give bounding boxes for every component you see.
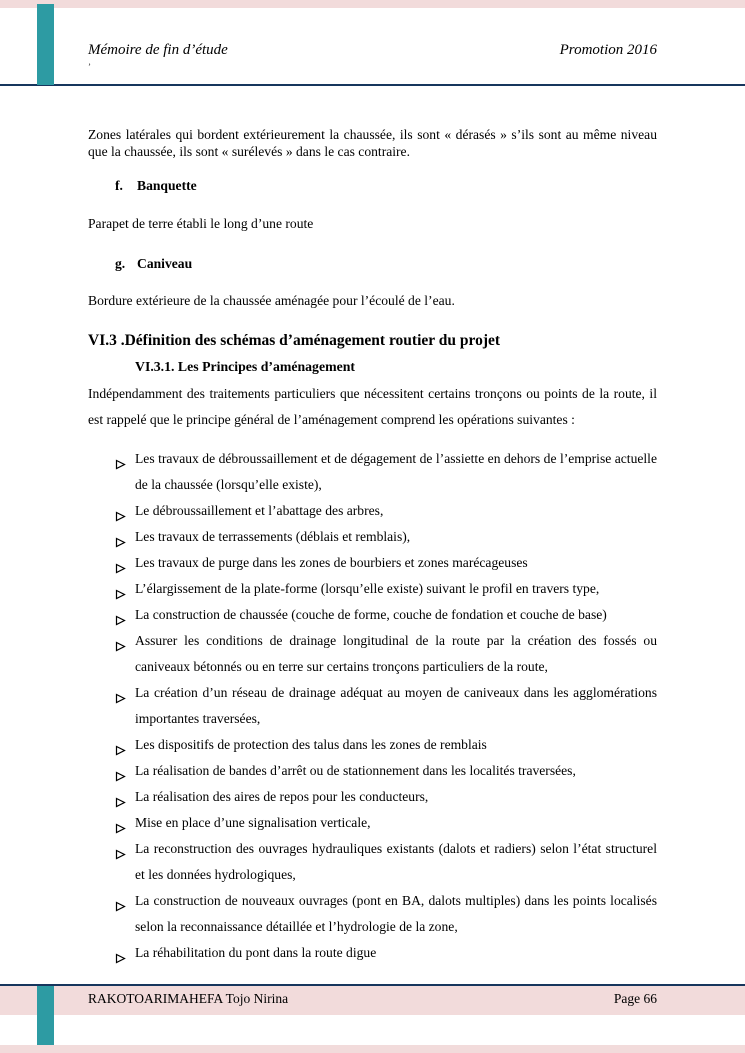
footer-page-number: Page 66 (613, 991, 657, 1006)
header-divider-line (0, 84, 745, 86)
list-item-text: La construction de nouveaux ouvrages (pont en BA, dalots multiples) dans les points localisés selon la reconnaissance détaillée et l’hydrologie de la zone, (135, 893, 657, 935)
page-header (88, 42, 657, 59)
definition-banquette: Parapet de terre établi le long d’une route (88, 215, 314, 231)
subitem-heading-banquette (88, 178, 657, 194)
arrowhead-right-icon (115, 453, 126, 464)
list-item-text: La réalisation de bandes d’arrêt ou de stationnement dans les localités traversées, (135, 763, 576, 779)
arrowhead-right-icon (115, 609, 126, 620)
arrowhead-right-icon (115, 765, 126, 776)
list-item-text: Le débroussaillement et l’abattage des arbres, (135, 503, 384, 519)
subsection-title: VI.3.1. Les Principes d’aménagement (135, 358, 355, 374)
principles-bullet-list (88, 446, 657, 966)
page-footer (88, 991, 657, 1007)
list-item (88, 758, 657, 784)
bottom-pink-strip (0, 1045, 745, 1053)
arrowhead-right-icon (115, 687, 126, 698)
list-item (88, 810, 657, 836)
list-item (88, 888, 657, 940)
list-item (88, 498, 657, 524)
subitem-title-banquette: Banquette (137, 177, 197, 193)
bottom-left-teal-bar (37, 986, 54, 1045)
subitem-label-f: f. (115, 177, 123, 193)
list-item (88, 446, 657, 498)
section-title: VI.3 .Définition des schémas d’aménagement routier du projet (88, 331, 501, 349)
list-item-text: La construction de chaussée (couche de forme, couche de fondation et couche de base) (135, 607, 607, 623)
list-item-text: La reconstruction des ouvrages hydrauliques existants (dalots et radiers) selon l’état structurel et les données hydrologiques, (135, 841, 657, 883)
footer-author: RAKOTOARIMAHEFA Tojo Nirina (88, 991, 289, 1006)
list-item-text: Les travaux de débroussaillement et de dégagement de l’assiette en dehors de l’emprise actuelle de la chaussée (lorsqu’elle existe), (135, 451, 657, 493)
definition-caniveau: Bordure extérieure de la chaussée aménagée pour l’écoulé de l’eau. (88, 292, 455, 308)
list-item-text: La réalisation des aires de repos pour les conducteurs, (135, 789, 429, 805)
list-item (88, 940, 657, 966)
subitem-heading-caniveau (88, 256, 657, 272)
arrowhead-right-icon (115, 557, 126, 568)
top-pink-strip (0, 0, 745, 8)
list-item-text: La réhabilitation du pont dans la route digue (135, 945, 377, 961)
list-item (88, 784, 657, 810)
arrowhead-right-icon (115, 583, 126, 594)
subitem-title-caniveau: Caniveau (137, 255, 193, 271)
list-item-text: L’élargissement de la plate-forme (lorsqu’elle existe) suivant le profil en travers type, (135, 581, 600, 597)
list-item-text: La création d’un réseau de drainage adéquat au moyen de caniveaux dans les agglomérations importantes traversées, (135, 685, 657, 727)
paragraph-zones-laterales: Zones latérales qui bordent extérieurement la chaussée, ils sont « dérasés » s’ils sont au même niveau que la chaussée, ils sont « surélevés » dans le cas contraire. (88, 126, 657, 160)
header-title: Mémoire de fin d’étude (88, 42, 228, 58)
list-item (88, 836, 657, 888)
list-item (88, 550, 657, 576)
list-item-text: Assurer les conditions de drainage longitudinal de la route par la création des fossés ou caniveaux bétonnés ou en terre sur certains tronçons particuliers de la route, (135, 633, 657, 675)
list-item (88, 602, 657, 628)
list-item (88, 576, 657, 602)
list-item-text: Les travaux de terrassements (déblais et remblais), (135, 529, 411, 545)
list-item-text: Les travaux de purge dans les zones de bourbiers et zones marécageuses (135, 555, 528, 571)
list-item (88, 732, 657, 758)
arrowhead-right-icon (115, 791, 126, 802)
document-body (88, 112, 657, 966)
arrowhead-right-icon (115, 843, 126, 854)
arrowhead-right-icon (115, 739, 126, 750)
list-item-text: Les dispositifs de protection des talus dans les zones de remblais (135, 737, 487, 753)
arrowhead-right-icon (115, 505, 126, 516)
list-item (88, 524, 657, 550)
arrowhead-right-icon (115, 947, 126, 958)
subitem-label-g: g. (115, 255, 126, 271)
paragraph-principles-intro: Indépendamment des traitements particuliers que nécessitent certains tronçons ou points de la route, il est rappelé que le principe général de l’aménagement comprend les opérations suivantes : (88, 385, 657, 427)
list-item-text: Mise en place d’une signalisation verticale, (135, 815, 371, 831)
top-left-teal-bar (37, 4, 54, 85)
arrowhead-right-icon (115, 895, 126, 906)
footer-divider-line (0, 984, 745, 986)
arrowhead-right-icon (115, 635, 126, 646)
list-item (88, 680, 657, 732)
arrowhead-right-icon (115, 531, 126, 542)
header-promotion: Promotion 2016 (559, 42, 657, 58)
header-stray-mark: ’ (88, 62, 91, 72)
list-item (88, 628, 657, 680)
arrowhead-right-icon (115, 817, 126, 828)
